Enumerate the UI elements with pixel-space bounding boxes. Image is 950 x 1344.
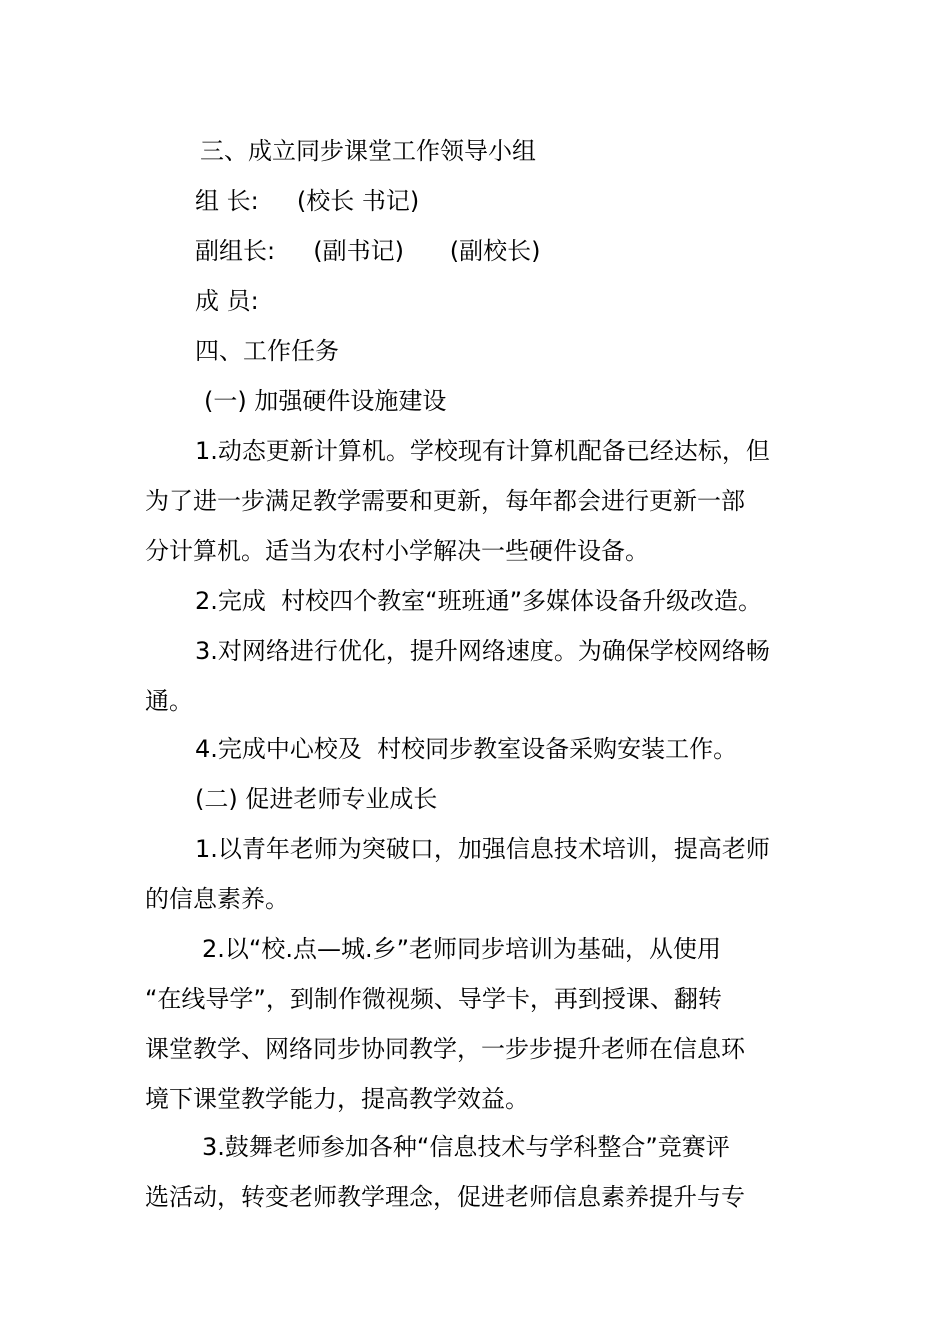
paragraph-line: 2.以“校.点—城.乡”老师同步培训为基础，从使用 — [202, 935, 722, 963]
paragraph-line: “在线导学”，到制作微视频、导学卡，再到授课、翻转 — [145, 985, 722, 1013]
members-line: 成 员: — [195, 287, 259, 315]
paragraph-line: 课堂教学、网络同步协同教学，一步步提升老师在信息环 — [145, 1035, 745, 1063]
paragraph-line: 通。 — [145, 687, 193, 715]
paragraph-line: 3.鼓舞老师参加各种“信息技术与学科整合”竞赛评 — [202, 1133, 730, 1161]
paragraph-line: 1.动态更新计算机。学校现有计算机配备已经达标，但 — [195, 437, 770, 465]
subsection-heading-two: (二) 促进老师专业成长 — [195, 785, 438, 813]
group-leader-line: 组 长: (校长 书记) — [195, 187, 420, 215]
paragraph-line: 境下课堂教学能力，提高教学效益。 — [145, 1085, 529, 1113]
section-heading-three: 三、成立同步课堂工作领导小组 — [200, 137, 536, 165]
paragraph-line: 4.完成中心校及 村校同步教室设备采购安装工作。 — [195, 735, 738, 763]
paragraph-line: 分计算机。适当为农村小学解决一些硬件设备。 — [145, 537, 649, 565]
paragraph-line: 3.对网络进行优化，提升网络速度。为确保学校网络畅 — [195, 637, 770, 665]
paragraph-line: 1.以青年老师为突破口，加强信息技术培训，提高老师 — [195, 835, 770, 863]
section-heading-four: 四、工作任务 — [195, 337, 339, 365]
subsection-heading-one: (一) 加强硬件设施建设 — [204, 387, 447, 415]
paragraph-line: 的信息素养。 — [145, 885, 289, 913]
paragraph-line: 2.完成 村校四个教室“班班通”多媒体设备升级改造。 — [195, 587, 763, 615]
paragraph-line: 选活动，转变老师教学理念，促进老师信息素养提升与专 — [145, 1183, 745, 1211]
deputy-leader-line: 副组长: (副书记) (副校长) — [195, 237, 541, 265]
paragraph-line: 为了进一步满足教学需要和更新，每年都会进行更新一部 — [145, 487, 745, 515]
